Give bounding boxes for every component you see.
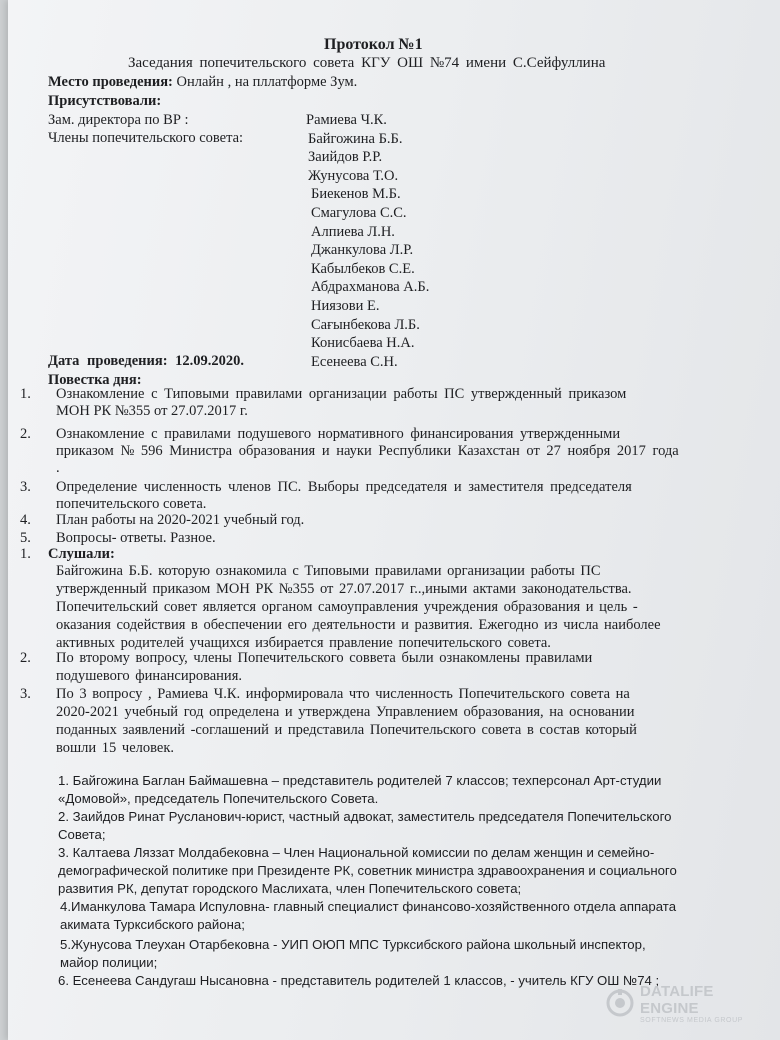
council-member-line: 5.Жунусова Тлеухан Отарбековна - УИП ОЮП МПС Турксибского района школьный инспектор, xyxy=(60,937,646,952)
agenda-item-text: Определение численность членов ПС. Выборы председателя и заместителя председателя xyxy=(56,479,632,495)
heard-number: 1. xyxy=(20,546,31,562)
attendee-name: Заийдов Р.Р. xyxy=(308,149,383,166)
council-member-line: 1. Байгожина Баглан Баймашевна – представитель родителей 7 классов; техперсонал Арт-студии xyxy=(58,773,662,788)
dle-logo-icon xyxy=(606,989,634,1017)
agenda-item-text: . xyxy=(56,460,60,476)
third-question-line: По 3 вопросу , Рамиева Ч.К. информировала что численность Попечительского совета на xyxy=(56,686,630,702)
council-member-line: 4.Иманкулова Тамара Испуловна- главный специалист финансово-хозяйственного отдела аппарата xyxy=(60,899,677,914)
attendee-name: Ниязови Е. xyxy=(311,298,380,314)
second-question-line: По второму вопросу, члены Попечительского соввета были ознакомлены правилами xyxy=(56,650,593,666)
council-member-line: 6. Есенеева Сандугаш Нысановна - представитель родителей 1 классов, - учитель КГУ ОШ №74 ; xyxy=(58,973,660,988)
present-label: Присутствовали: xyxy=(48,93,162,109)
datalife-engine-watermark xyxy=(606,982,756,1024)
heard-text-line: Попечительский совет является органом самоуправления учреждения образования и цель - xyxy=(56,599,638,615)
agenda-item-text: попечительского совета. xyxy=(56,496,207,512)
attendee-name: Алпиева Л.Н. xyxy=(311,223,395,240)
attendee-name: Абдрахманова А.Б. xyxy=(311,279,430,296)
council-member-line: демографической политике при Президенте РК, советник министра здравоохранения и социального xyxy=(58,863,677,878)
place-line xyxy=(48,74,357,91)
document-title: Протокол №1 xyxy=(324,36,423,53)
attendee-name: Жунусова Т.О. xyxy=(308,167,399,184)
item3-number: 3. xyxy=(20,686,31,702)
attendee-name: Рамиева Ч.К. xyxy=(306,112,387,128)
meeting-date: Дата проведения: 12.09.2020. xyxy=(48,353,245,369)
agenda-item-text: Вопросы- ответы. Разное. xyxy=(56,530,216,546)
heard-label: Слушали: xyxy=(48,546,115,562)
attendee-name: Байгожина Б.Б. xyxy=(308,130,403,147)
place-value: Онлайн , на пллатформе Зум. xyxy=(176,74,358,90)
attendee-name: Смагулова С.С. xyxy=(311,205,407,221)
document-subtitle: Заседания попечительского совета КГУ ОШ №74 имени С.Сейфуллина xyxy=(128,55,606,71)
council-member-line: «Домовой», председатель Попечительского Совета. xyxy=(58,791,379,806)
watermark-brand: DATALIFE ENGINE xyxy=(640,982,714,1017)
watermark-subtitle: SOFTNEWS MEDIA GROUP xyxy=(640,1016,744,1024)
attendee-name: Биекенов М.Б. xyxy=(311,186,401,203)
agenda-item-text: План работы на 2020-2021 учебный год. xyxy=(56,512,305,528)
council-member-line: 3. Калтаева Ляззат Молдабековна – Член Национальной комиссии по делам женщин и семейно- xyxy=(58,845,655,860)
agenda-item-number: 3. xyxy=(20,479,31,495)
document-page xyxy=(8,0,780,1040)
item2-number: 2. xyxy=(20,650,31,666)
attendee-name: Кабылбеков С.Е. xyxy=(311,260,415,277)
third-question-line: поданных заявлений -соглашений и представила Попечительского совета в состав который xyxy=(56,722,637,738)
attendee-name: Есенеева С.Н. xyxy=(311,353,398,370)
heard-text-line: Байгожина Б.Б. которую ознакомила с Типовыми правилами организации работы ПС xyxy=(56,563,601,579)
agenda-item-number: 1. xyxy=(20,386,31,402)
heard-text-line: утвержденный приказом МОН РК №355 от 27.07.2017 г..,иными актами законодательства. xyxy=(56,581,632,597)
council-member-line: Совета; xyxy=(58,827,106,842)
attendee-name: Конисбаева Н.А. xyxy=(311,335,415,352)
agenda-label: Повестка дня: xyxy=(48,372,142,388)
third-question-line: 2020-2021 учебный год определена и утверждена Управлением образования, на основании xyxy=(56,704,635,720)
agenda-item-number: 2. xyxy=(20,426,31,442)
agenda-item-number: 4. xyxy=(20,512,31,528)
third-question-line: вошли 15 человек. xyxy=(56,740,174,756)
attendee-name: Джанкулова Л.Р. xyxy=(311,242,414,259)
attendee-name: Сағынбекова Л.Б. xyxy=(311,316,420,333)
heard-text-line: активных родителей учащихся избирается правление попечительского совета. xyxy=(56,635,551,651)
council-member-line: акимата Турксибского района; xyxy=(60,917,245,932)
second-question-line: подушевого финансирования. xyxy=(56,668,242,684)
agenda-item-text: приказом № 596 Министра образования и науки Республики Казахстан от 27 ноября 2017 года xyxy=(56,443,679,459)
council-member-line: 2. Заийдов Ринат Русланович-юрист, частный адвокат, заместитель председателя Попечительского xyxy=(58,809,672,824)
place-label: Место проведения: xyxy=(48,74,173,90)
council-member-line: развития РК, депутат городского Маслихата, член Попечительского совета; xyxy=(58,881,522,896)
agenda-item-text: Ознакомление с Типовыми правилами организации работы ПС утвержденный приказом xyxy=(56,386,627,402)
members-role: Члены попечительского совета: xyxy=(48,130,244,146)
deputy-role: Зам. директора по ВР : xyxy=(48,112,189,128)
agenda-item-text: МОН РК №355 от 27.07.2017 г. xyxy=(56,403,248,419)
council-member-line: майор полиции; xyxy=(60,955,158,970)
agenda-item-number: 5. xyxy=(20,530,31,546)
agenda-item-text: Ознакомление с правилами подушевого нормативного финансирования утвержденными xyxy=(56,426,621,442)
heard-text-line: оказания содействия в обеспечении его деятельности и развития. Ежегодно из числа наиболее xyxy=(56,617,661,633)
